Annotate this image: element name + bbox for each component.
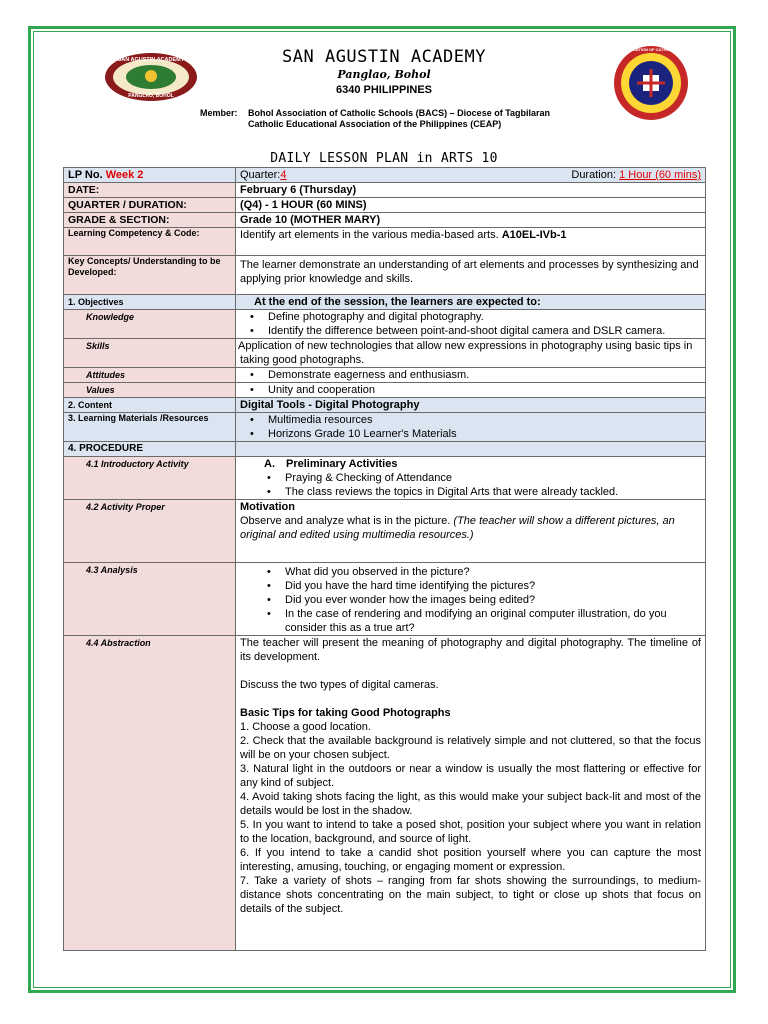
materials-item-2: • Horizons Grade 10 Learner's Materials — [240, 427, 701, 441]
svg-text:BOHOL ASSOCIATION OF CATHOLIC: BOHOL ASSOCIATION OF CATHOLIC SCHOOLS — [605, 47, 697, 52]
tip-5: 5. In you want to intend to take a posed shot, position your subject where you want in relation to the location, background, and source of light. — [240, 819, 701, 845]
quarter-value: 4 — [280, 169, 287, 181]
attitudes-item-1: • Demonstrate eagerness and enthusiasm. — [240, 368, 701, 382]
analysis-row — [64, 563, 706, 636]
activity-row — [64, 500, 706, 563]
competency-row — [64, 228, 706, 256]
abstraction-p1: The teacher will present the meaning of photography and digital photography. The timeline of its development. — [240, 637, 701, 663]
values-label: Values — [64, 383, 236, 398]
lp-cell — [64, 168, 236, 183]
duration-label: Duration: — [571, 169, 617, 181]
tip-6: 6. If you intend to take a candid shot position yourself where you can capture the most interesting, amusing, touching, or engaging moment or expression. — [240, 847, 701, 873]
intro-heading: Preliminary Activities — [286, 458, 398, 470]
member-label: Member: — [200, 108, 238, 118]
tips-heading: Basic Tips for taking Good Photographs — [240, 707, 451, 719]
tip-7: 7. Take a variety of shots – ranging from far shots showing the surroundings, to medium-distance shots concentrating on the main subject, to tight or close up shots that focus on details of the subject. — [240, 875, 701, 915]
grade-section-row — [64, 213, 706, 228]
member-line-1: Bohol Association of Catholic Schools (BACS) – Diocese of Tagbilaran — [248, 108, 551, 118]
procedure-empty — [236, 442, 706, 457]
attitudes-row — [64, 368, 706, 383]
obj-text: At the end of the session, the learners are expected to: — [236, 295, 706, 310]
gs-label: GRADE & SECTION: — [64, 213, 236, 228]
materials-label: 3. Learning Materials /Resources — [64, 413, 236, 442]
values-cell — [236, 383, 706, 398]
skills-row — [64, 339, 706, 368]
lp-value: Week 2 — [105, 169, 144, 181]
activity-text: Observe and analyze what is in the picture. — [240, 515, 451, 527]
tip-1: 1. Choose a good location. — [240, 721, 371, 733]
qd-value: (Q4) - 1 HOUR (60 MINS) — [236, 198, 706, 213]
document-title: DAILY LESSON PLAN in ARTS 10 — [270, 151, 498, 166]
lc-text: Identify art elements in the various media-based arts. — [240, 229, 499, 241]
obj-label: 1. Objectives — [64, 295, 236, 310]
school-name: SAN AGUSTIN ACADEMY — [282, 47, 486, 67]
lesson-plan-table — [63, 167, 706, 951]
svg-text:PANGLAO, BOHOL: PANGLAO, BOHOL — [128, 93, 174, 99]
quarter-duration-row — [64, 198, 706, 213]
content-row — [64, 398, 706, 413]
analysis-item-1: • What did you observed in the picture? — [240, 565, 701, 579]
membership-info — [200, 108, 550, 130]
intro-heading-line — [240, 457, 701, 471]
activity-body — [240, 514, 701, 542]
school-town: Panglao, Bohol — [337, 68, 431, 81]
materials-cell — [236, 413, 706, 442]
materials-item-1: • Multimedia resources — [240, 413, 701, 427]
values-row — [64, 383, 706, 398]
activity-note: (The teacher will show a different pictures, an original and edited using multimedia resources.) — [240, 515, 675, 541]
knowledge-item-2: • Identify the difference between point-and-shoot digital camera and DSLR camera. — [240, 324, 701, 338]
activity-label: 4.2 Activity Proper — [64, 500, 236, 563]
analysis-cell — [236, 563, 706, 636]
qd-label: QUARTER / DURATION: — [64, 198, 236, 213]
content-label: 2. Content — [64, 398, 236, 413]
date-label: DATE: — [64, 183, 236, 198]
tip-4: 4. Avoid taking shots facing the light, as this would make your subject back-lit and most of the details would be lost in the shadow. — [240, 791, 701, 817]
values-item-1: • Unity and cooperation — [240, 383, 701, 397]
abstraction-cell — [236, 636, 706, 951]
knowledge-cell — [236, 310, 706, 339]
skills-item-1 — [236, 339, 706, 368]
motivation-heading: Motivation — [240, 501, 295, 513]
analysis-label: 4.3 Analysis — [64, 563, 236, 636]
attitudes-label: Attitudes — [64, 368, 236, 383]
analysis-item-3: • Did you ever wonder how the images being edited? — [240, 593, 701, 607]
attitudes-cell — [236, 368, 706, 383]
kc-text: The learner demonstrate an understanding of art elements and processes by synthesizing and applying prior knowledge and skills. — [236, 256, 706, 295]
abstraction-p2: Discuss the two types of digital cameras. — [240, 679, 439, 691]
skills-label: Skills — [64, 339, 236, 368]
quarter-duration-cell — [236, 168, 706, 183]
tip-3: 3. Natural light in the outdoors or near a window is usually the most flattering or effective for any kind of subject. — [240, 763, 701, 789]
abstraction-label: 4.4 Abstraction — [64, 636, 236, 951]
svg-text:SAN AGUSTIN ACADEMY: SAN AGUSTIN ACADEMY — [117, 57, 185, 63]
duration-value: 1 Hour (60 mins) — [619, 169, 701, 181]
intro-item-1: • Praying & Checking of Attendance — [240, 471, 701, 485]
objectives-row — [64, 295, 706, 310]
member-line-2: Catholic Educational Association of the Philippines (CEAP) — [248, 119, 502, 129]
intro-heading-letter: A. — [264, 458, 275, 470]
date-row — [64, 183, 706, 198]
key-concepts-row — [64, 256, 706, 295]
intro-row — [64, 457, 706, 500]
duration-group — [571, 168, 701, 182]
tip-2: 2. Check that the available background is relatively simple and not cluttered, so that the focus will be on your chosen subject. — [240, 735, 701, 761]
analysis-item-4: • In the case of rendering and modifying an original computer illustration, do you consider this as a true art? — [240, 607, 701, 635]
intro-label: 4.1 Introductory Activity — [64, 457, 236, 500]
analysis-item-2: • Did you have the hard time identifying the pictures? — [240, 579, 701, 593]
lp-row — [64, 168, 706, 183]
materials-row — [64, 413, 706, 442]
quarter-label: Quarter: — [240, 169, 281, 181]
lc-cell — [236, 228, 706, 256]
gs-value: Grade 10 (MOTHER MARY) — [236, 213, 706, 228]
lc-label: Learning Competency & Code: — [64, 228, 236, 256]
procedure-label: 4. PROCEDURE — [64, 442, 236, 457]
knowledge-label: Knowledge — [64, 310, 236, 339]
intro-item-2: • The class reviews the topics in Digital Arts that were already tackled. — [240, 485, 701, 499]
lp-label: LP No. — [68, 169, 103, 181]
intro-cell — [236, 457, 706, 500]
school-zip: 6340 PHILIPPINES — [336, 84, 432, 96]
procedure-row — [64, 442, 706, 457]
lc-code: A10EL-IVb-1 — [501, 229, 567, 241]
date-value: February 6 (Thursday) — [236, 183, 706, 198]
abstraction-row — [64, 636, 706, 951]
skills-text: Application of new technologies that allow new expressions in photography using basic tips in taking good photographs. — [238, 340, 693, 366]
knowledge-item-1: • Define photography and digital photography. — [240, 310, 701, 324]
content-value: Digital Tools - Digital Photography — [236, 398, 706, 413]
activity-cell — [236, 500, 706, 563]
kc-label: Key Concepts/ Understanding to be Developed: — [64, 256, 236, 295]
knowledge-row — [64, 310, 706, 339]
